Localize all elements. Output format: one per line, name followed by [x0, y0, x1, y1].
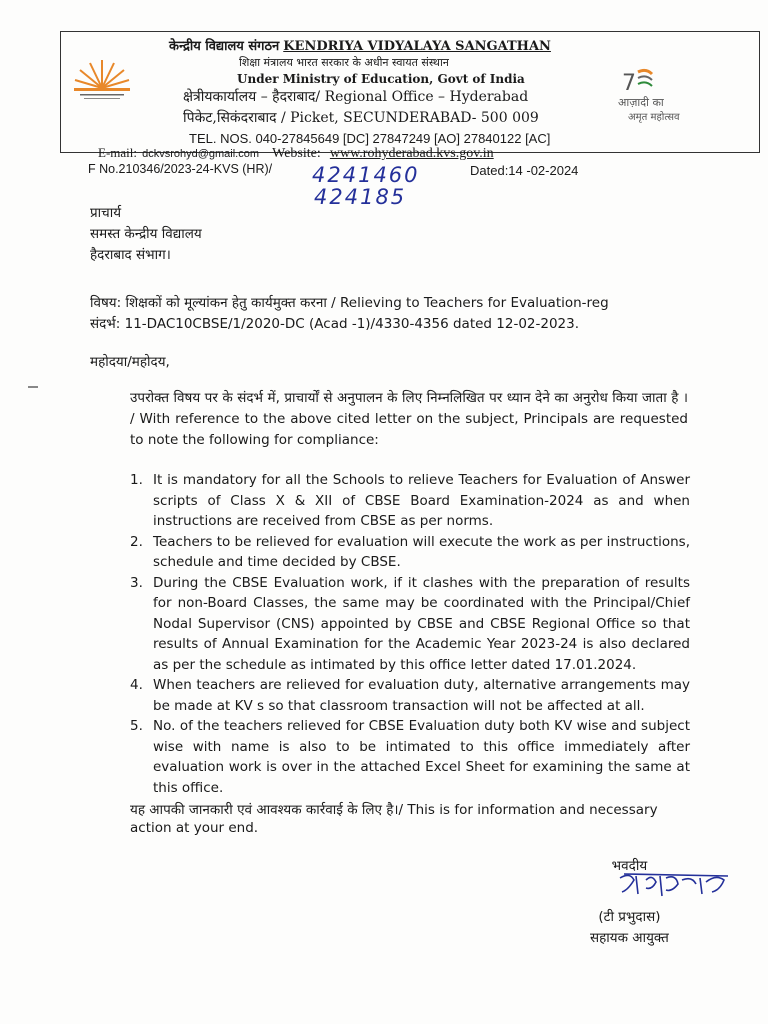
- salutation: महोदया/महोदय,: [90, 354, 170, 370]
- handwritten-number-1: 4241460: [312, 163, 420, 187]
- handwritten-signature: [616, 870, 734, 900]
- org-status: शिक्षा मंत्रालय भारत सरकार के अधीन स्वायत संस्थान: [239, 56, 449, 69]
- signatory-name: (टी प्रभुदास): [598, 909, 661, 925]
- closing-line-2: action at your end.: [130, 820, 259, 836]
- compliance-points-list: [130, 470, 690, 798]
- ministry-line: Under Ministry of Education, Govt of India: [237, 72, 525, 86]
- closing-line: यह आपकी जानकारी एवं आवश्यक कार्रवाई के लिए है।/ This is for information and necessary: [130, 802, 658, 818]
- yours-faithfully: भवदीय: [611, 858, 648, 874]
- logo-text-2: अमृत महोत्सव: [628, 112, 680, 123]
- intro-paragraph: उपरोक्त विषय पर के संदर्भ में, प्राचार्यों से अनुपालन के लिए निम्नलिखित पर ध्यान देने का अनुरोध किया जाता है । / With reference to the above cited letter on the subject, Principals are requested to note the following for compliance:: [130, 390, 688, 448]
- org-name: केन्द्रीय विद्यालय संगठन KENDRIYA VIDYALAYA SANGATHAN: [169, 39, 551, 54]
- file-number: F No.210346/2023-24-KVS (HR)/: [88, 162, 273, 176]
- website-link: www.rohyderabad.kvs.gov.in: [329, 146, 494, 161]
- handwritten-number-2: 424185: [314, 185, 407, 209]
- subject-line: विषय: शिक्षकों को मूल्यांकन हेतु कार्यमुक्त करना / Relieving to Teachers for Evaluation-reg: [90, 295, 609, 311]
- handwritten-numbers: [312, 164, 420, 208]
- telephone-line: TEL. NOS. 040-27845649 [DC] 27847249 [AO] 27840122 [AC]: [189, 131, 551, 146]
- margin-mark: [28, 386, 38, 388]
- logo-text-1: आज़ादी का: [618, 96, 664, 109]
- signatory-designation: सहायक आयुक्त: [590, 930, 669, 946]
- regional-office-line: क्षेत्रीयकार्यालय – हैदराबाद/ Regional Office – Hyderabad: [183, 89, 529, 105]
- list-item: 4. When teachers are relieved for evaluation duty, alternative arrangements may be made at KV s so that classroom transaction will not be affected at all.: [130, 677, 690, 714]
- azadi-amrit-mahotsav-logo-icon: [616, 66, 696, 128]
- kvs-logo-icon: [72, 50, 132, 110]
- list-item: 1. It is mandatory for all the Schools to relieve Teachers for Evaluation of Answer scripts of Class X & XII of CBSE Board Examination-2024 as and when instructions are received from CBSE as per norms.: [130, 472, 690, 529]
- reference-line: संदर्भ: 11-DAC10CBSE/1/2020-DC (Acad -1)/4330-4356 dated 12-02-2023.: [90, 316, 580, 332]
- list-item: 2. Teachers to be relieved for evaluation will execute the work as per instructions, schedule and time decided by CBSE.: [130, 533, 690, 570]
- contact-line: E-mail: dckvsrohyd@gmail.com Website: www.rohyderabad.kvs.gov.in: [98, 145, 494, 161]
- list-item: 5. No. of the teachers relieved for CBSE Evaluation duty both KV wise and subject wise with name is also to be intimated to this office immediately after evaluation work is over in the attached Excel Sheet for examining the same at this office.: [130, 718, 690, 796]
- letter-date: Dated:14 -02-2024: [470, 163, 579, 178]
- email-address: dckvsrohyd@gmail.com: [142, 148, 260, 160]
- addressee-block: प्राचार्य समस्त केन्द्रीय विद्यालय हैदराबाद संभाग।: [90, 205, 202, 263]
- svg-text:7: 7: [622, 71, 636, 96]
- list-item: 3. During the CBSE Evaluation work, if it clashes with the preparation of results for non-Board Classes, the same may be coordinated with the Principal/Chief Nodal Supervisor (CNS) appointed by CBSE and CBSE Regional Office so that results of Annual Examination for the Academic Year 2023-24 is also declared as per the schedule as intimated by this office letter dated 17.01.2024.: [130, 574, 690, 673]
- subject-block: [90, 293, 609, 335]
- address-line: पिकेट,सिकंदराबाद / Picket, SECUNDERABAD- 500 009: [183, 110, 539, 126]
